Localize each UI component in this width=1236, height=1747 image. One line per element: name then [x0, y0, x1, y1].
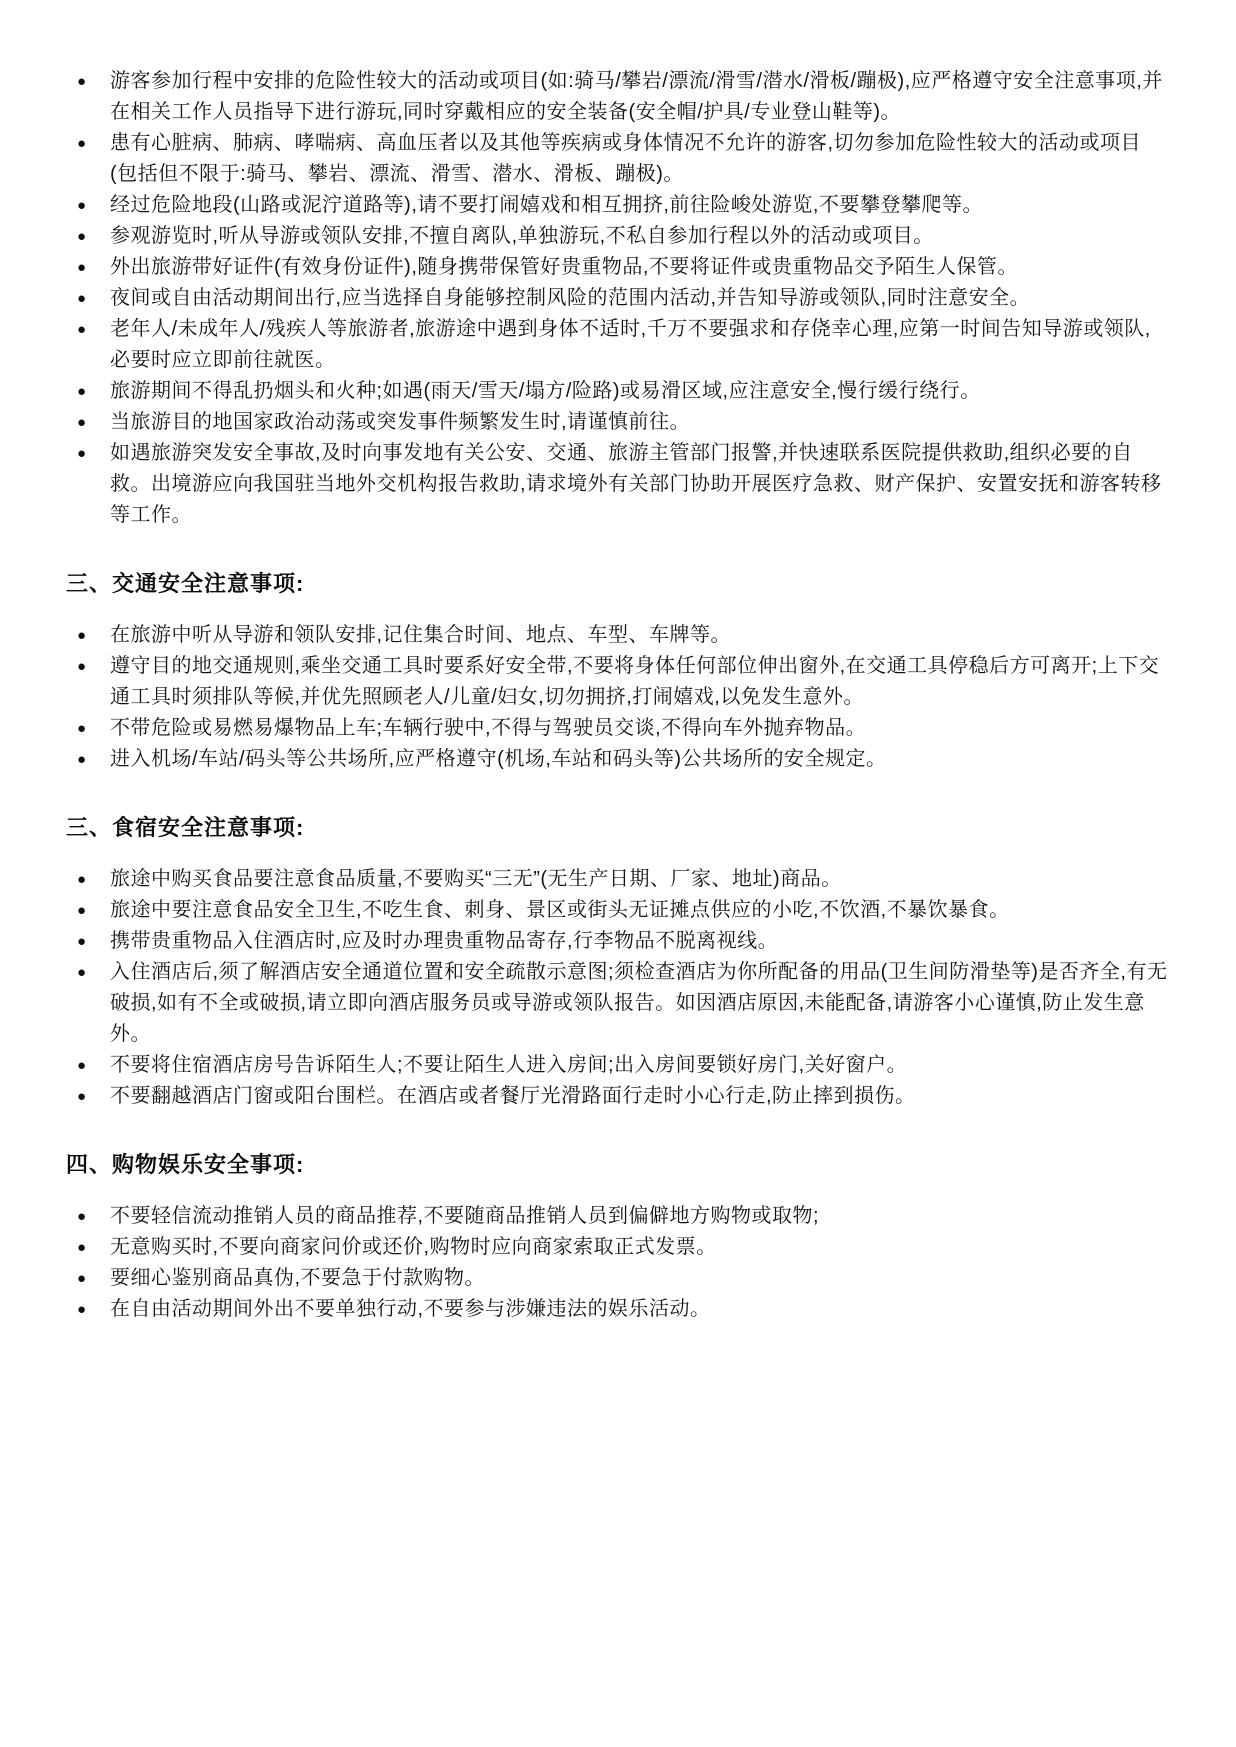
list-item	[66, 314, 1168, 376]
section-general-safety	[66, 66, 1168, 531]
section-transport-safety	[66, 571, 1168, 775]
list-item-text: 当旅游目的地国家政治动荡或突发事件频繁发生时,请谨慎前往。	[110, 411, 691, 433]
list-item-text: 入住酒店后,须了解酒店安全通道位置和安全疏散示意图;须检查酒店为你所配备的用品(卫生间防滑垫等)是否齐全,有无破损,如有不全或破损,请立即向酒店服务员或导游或领队报告。如因酒店原因,未能配备,请游客小心谨慎,防止发生意外。	[110, 961, 1168, 1045]
bullet-icon: ●	[77, 383, 87, 400]
bullet-icon: ●	[77, 627, 87, 644]
section-heading-lodging: 三、食宿安全注意事项:	[66, 815, 305, 840]
bullet-icon: ●	[77, 445, 87, 462]
list-item-text: 在旅游中听从导游和领队安排,记住集合时间、地点、车型、车牌等。	[110, 624, 732, 646]
bullet-icon: ●	[77, 197, 87, 214]
list-item-text: 旅游期间不得乱扔烟头和火种;如遇(雨天/雪天/塌方/险路)或易滑区域,应注意安全,慢行缓行绕行。	[110, 380, 981, 402]
list-item	[66, 1081, 1168, 1112]
bullet-icon: ●	[77, 751, 87, 768]
list-item-text: 如遇旅游突发安全事故,及时向事发地有关公安、交通、旅游主管部门报警,并快速联系医院提供救助,组织必要的自救。出境游应向我国驻当地外交机构报告救助,请求境外有关部门协助开展医疗急救、财产保护、安置安抚和游客转移等工作。	[110, 442, 1162, 526]
list-item-text: 在自由活动期间外出不要单独行动,不要参与涉嫌违法的娱乐活动。	[110, 1298, 711, 1320]
list-item	[66, 895, 1168, 926]
list-item-text: 无意购买时,不要向商家问价或还价,购物时应向商家索取正式发票。	[110, 1236, 717, 1258]
transport-safety-list	[66, 620, 1168, 775]
list-item	[66, 651, 1168, 713]
list-item	[66, 1263, 1168, 1294]
list-item	[66, 957, 1168, 1050]
list-item	[66, 1294, 1168, 1325]
bullet-icon: ●	[77, 259, 87, 276]
list-item	[66, 190, 1168, 221]
bullet-icon: ●	[77, 1270, 87, 1287]
list-item	[66, 221, 1168, 252]
list-item	[66, 252, 1168, 283]
bullet-icon: ●	[77, 73, 87, 90]
list-item-text: 夜间或自由活动期间出行,应当选择自身能够控制风险的范围内活动,并告知导游或领队,同时注意安全。	[110, 287, 1031, 309]
bullet-icon: ●	[77, 135, 87, 152]
list-item	[66, 66, 1168, 128]
bullet-icon: ●	[77, 414, 87, 431]
bullet-icon: ●	[77, 871, 87, 888]
section-shopping-safety	[66, 1152, 1168, 1325]
list-item-text: 旅途中购买食品要注意食品质量,不要购买“三无”(无生产日期、厂家、地址)商品。	[110, 868, 842, 890]
section-heading-transport: 三、交通安全注意事项:	[66, 571, 305, 596]
bullet-icon: ●	[77, 933, 87, 950]
general-safety-list	[66, 66, 1168, 531]
list-item-text: 不要翻越酒店门窗或阳台围栏。在酒店或者餐厅光滑路面行走时小心行走,防止摔到损伤。	[110, 1085, 916, 1107]
list-item	[66, 713, 1168, 744]
bullet-icon: ●	[77, 902, 87, 919]
bullet-icon: ●	[77, 1057, 87, 1074]
bullet-icon: ●	[77, 321, 87, 338]
list-item-text: 不带危险或易燃易爆物品上车;车辆行驶中,不得与驾驶员交谈,不得向车外抛弃物品。	[110, 717, 867, 739]
bullet-icon: ●	[77, 290, 87, 307]
list-item-text: 老年人/未成年人/残疾人等旅游者,旅游途中遇到身体不适时,千万不要强求和存侥幸心理,应第一时间告知导游或领队,必要时应立即前往就医。	[110, 318, 1151, 371]
shopping-safety-list	[66, 1201, 1168, 1325]
section-heading-shopping: 四、购物娱乐安全事项:	[66, 1152, 305, 1177]
list-item-text: 进入机场/车站/码头等公共场所,应严格遵守(机场,车站和码头等)公共场所的安全规定。	[110, 748, 887, 770]
list-item	[66, 376, 1168, 407]
list-item	[66, 128, 1168, 190]
list-item	[66, 1232, 1168, 1263]
list-item-text: 携带贵重物品入住酒店时,应及时办理贵重物品寄存,行李物品不脱离视线。	[110, 930, 779, 952]
bullet-icon: ●	[77, 964, 87, 981]
bullet-icon: ●	[77, 228, 87, 245]
list-item-text: 游客参加行程中安排的危险性较大的活动或项目(如:骑马/攀岩/漂流/滑雪/潜水/滑板/蹦极),应严格遵守安全注意事项,并在相关工作人员指导下进行游玩,同时穿戴相应的安全装备(安全帽/护具/专业登山鞋等)。	[110, 70, 1163, 123]
list-item-text: 旅途中要注意食品安全卫生,不吃生食、刺身、景区或街头无证摊点供应的小吃,不饮酒,不暴饮暴食。	[110, 899, 1010, 921]
bullet-icon: ●	[77, 1301, 87, 1318]
bullet-icon: ●	[77, 1208, 87, 1225]
list-item-text: 患有心脏病、肺病、哮喘病、高血压者以及其他等疾病或身体情况不允许的游客,切勿参加危险性较大的活动或项目(包括但不限于:骑马、攀岩、漂流、滑雪、潜水、滑板、蹦极)。	[110, 132, 1142, 185]
list-item-text: 不要将住宿酒店房号告诉陌生人;不要让陌生人进入房间;出入房间要锁好房门,关好窗户。	[110, 1054, 908, 1076]
list-item-text: 要细心鉴别商品真伪,不要急于付款购物。	[110, 1267, 486, 1289]
list-item	[66, 926, 1168, 957]
list-item-text: 遵守目的地交通规则,乘坐交通工具时要系好安全带,不要将身体任何部位伸出窗外,在交通工具停稳后方可离开;上下交通工具时须排队等候,并优先照顾老人/儿童/妇女,切勿拥挤,打闹嬉戏,以免发生意外。	[110, 655, 1160, 708]
list-item	[66, 283, 1168, 314]
list-item-text: 外出旅游带好证件(有效身份证件),随身携带保管好贵重物品,不要将证件或贵重物品交予陌生人保管。	[110, 256, 1018, 278]
list-item-text: 参观游览时,听从导游或领队安排,不擅自离队,单独游玩,不私自参加行程以外的活动或项目。	[110, 225, 934, 247]
bullet-icon: ●	[77, 1088, 87, 1105]
bullet-icon: ●	[77, 720, 87, 737]
list-item	[66, 1201, 1168, 1232]
list-item	[66, 620, 1168, 651]
bullet-icon: ●	[77, 658, 87, 675]
lodging-safety-list	[66, 864, 1168, 1112]
list-item	[66, 1050, 1168, 1081]
list-item	[66, 407, 1168, 438]
list-item-text: 不要轻信流动推销人员的商品推荐,不要随商品推销人员到偏僻地方购物或取物;	[110, 1205, 820, 1227]
list-item	[66, 864, 1168, 895]
bullet-icon: ●	[77, 1239, 87, 1256]
list-item	[66, 438, 1168, 531]
list-item	[66, 744, 1168, 775]
list-item-text: 经过危险地段(山路或泥泞道路等),请不要打闹嬉戏和相互拥挤,前往险峻处游览,不要攀登攀爬等。	[110, 194, 983, 216]
section-lodging-safety	[66, 815, 1168, 1112]
